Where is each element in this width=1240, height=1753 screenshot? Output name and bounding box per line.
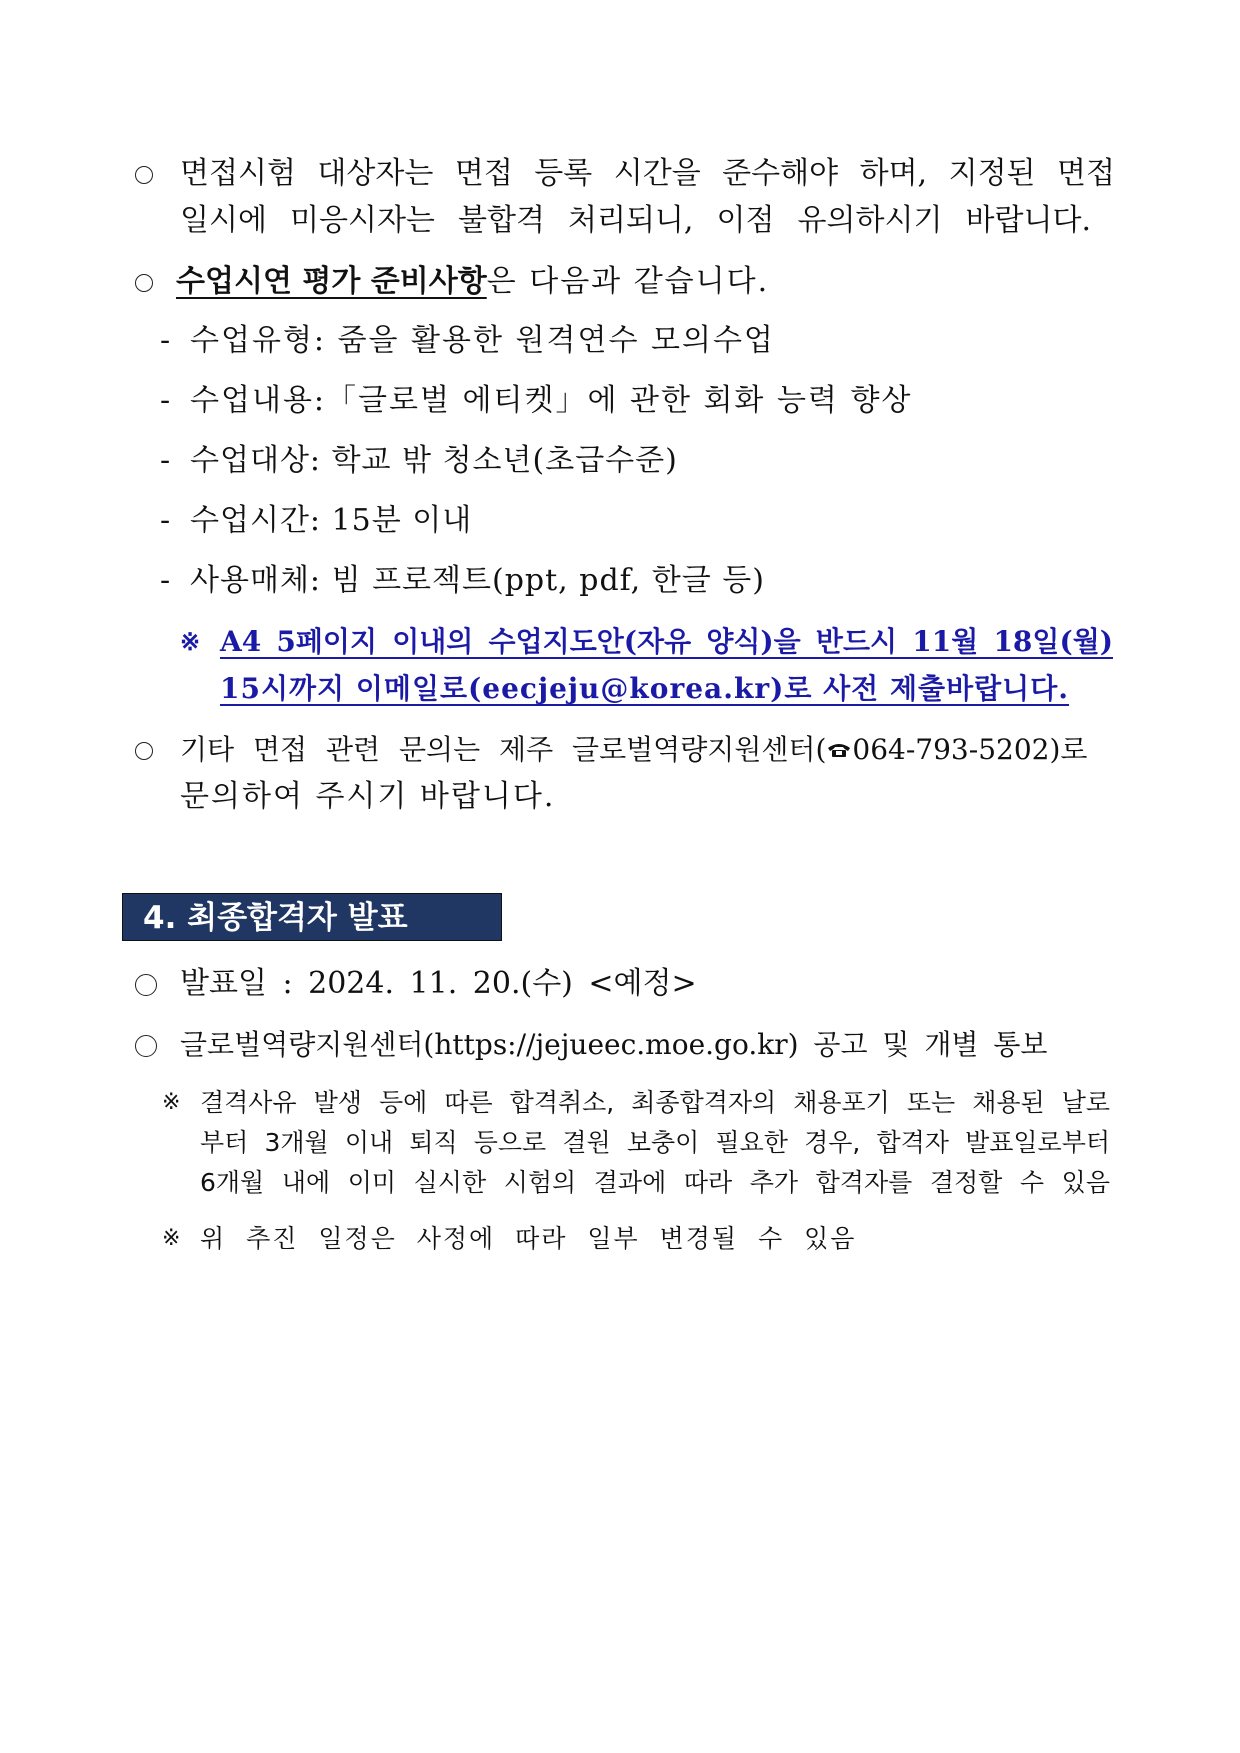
disqualification-note-line3: 6개월 내에 이미 실시한 시험의 결과에 따라 추가 합격자를 결정할 수 있음 [200, 1168, 1110, 1197]
disqualification-note-line1: 결격사유 발생 등에 따른 합격취소, 최종합격자의 채용포기 또는 채용된 날로 [200, 1088, 1110, 1117]
inquiry-line2: 문의하여 주시기 바랍니다. [180, 779, 556, 814]
announcement-date-text: 발표일 : 2024. 11. 20.(수) <예정> [180, 966, 697, 1001]
detail-lesson-time: 수업시간: 15분 이내 [190, 503, 473, 538]
section-header-title: 4. 최종합격자 발표 [143, 900, 408, 936]
detail-lesson-type: 수업유형: 줌을 활용한 원격연수 모의수업 [190, 323, 775, 358]
submission-note-line1: A4 5페이지 이내의 수업지도안(자유 양식)을 반드시 11월 18일(월) [220, 625, 1113, 658]
inquiry-text-after-phone: )로 [1049, 733, 1088, 766]
dash-marker: - [160, 323, 171, 358]
detail-lesson-target: 수업대상: 학교 밖 청소년(초급수준) [190, 443, 678, 478]
disqualification-note-line2: 부터 3개월 이내 퇴직 등으로 결원 보충이 필요한 경우, 합격자 발표일로부터 [200, 1128, 1110, 1157]
hollow-circle-icon [135, 974, 157, 996]
schedule-change-note-text: 위 추진 일정은 사정에 따라 일부 변경될 수 있음 [200, 1224, 857, 1253]
inquiry-phone-number: 064-793-5202 [852, 733, 1050, 766]
announcement-method-text: 글로벌역량지원센터(https://jejueec.moe.go.kr) 공고 및 개별 통보 [180, 1028, 1048, 1061]
inquiry-text-before-phone: 기타 면접 관련 문의는 제주 글로벌역량지원센터( [180, 733, 827, 766]
reference-mark: ※ [180, 627, 201, 656]
detail-lesson-content: 수업내용:「글로벌 에티켓」에 관한 회화 능력 향상 [190, 383, 913, 418]
demo-lesson-prep-rest: 은 다음과 같습니다. [486, 264, 770, 299]
hollow-circle-icon [135, 1035, 157, 1057]
hollow-circle-icon [135, 742, 153, 760]
interview-registration-line2: 일시에 미응시자는 불합격 처리되니, 이점 유의하시기 바랍니다. [180, 203, 1091, 238]
reference-mark: ※ [162, 1090, 181, 1115]
dash-marker: - [160, 503, 171, 538]
demo-lesson-prep-emphasis: 수업시연 평가 준비사항 [176, 264, 487, 299]
interview-registration-line1: 면접시험 대상자는 면접 등록 시간을 준수해야 하며, 지정된 면접 [180, 156, 1115, 191]
dash-marker: - [160, 383, 171, 418]
reference-mark: ※ [162, 1226, 181, 1251]
submission-note-line2[interactable]: 15시까지 이메일로(eecjeju@korea.kr)로 사전 제출바랍니다. [220, 672, 1070, 705]
hollow-circle-icon [135, 274, 153, 292]
section-header-final-announcement [122, 893, 502, 941]
demo-lesson-prep-text [176, 262, 769, 302]
detail-media: 사용매체: 빔 프로젝트(ppt, pdf, 한글 등) [190, 563, 765, 598]
inquiry-line1 [180, 730, 1087, 770]
telephone-icon [826, 742, 852, 758]
dash-marker: - [160, 563, 171, 598]
hollow-circle-icon [135, 166, 153, 184]
dash-marker: - [160, 443, 171, 478]
